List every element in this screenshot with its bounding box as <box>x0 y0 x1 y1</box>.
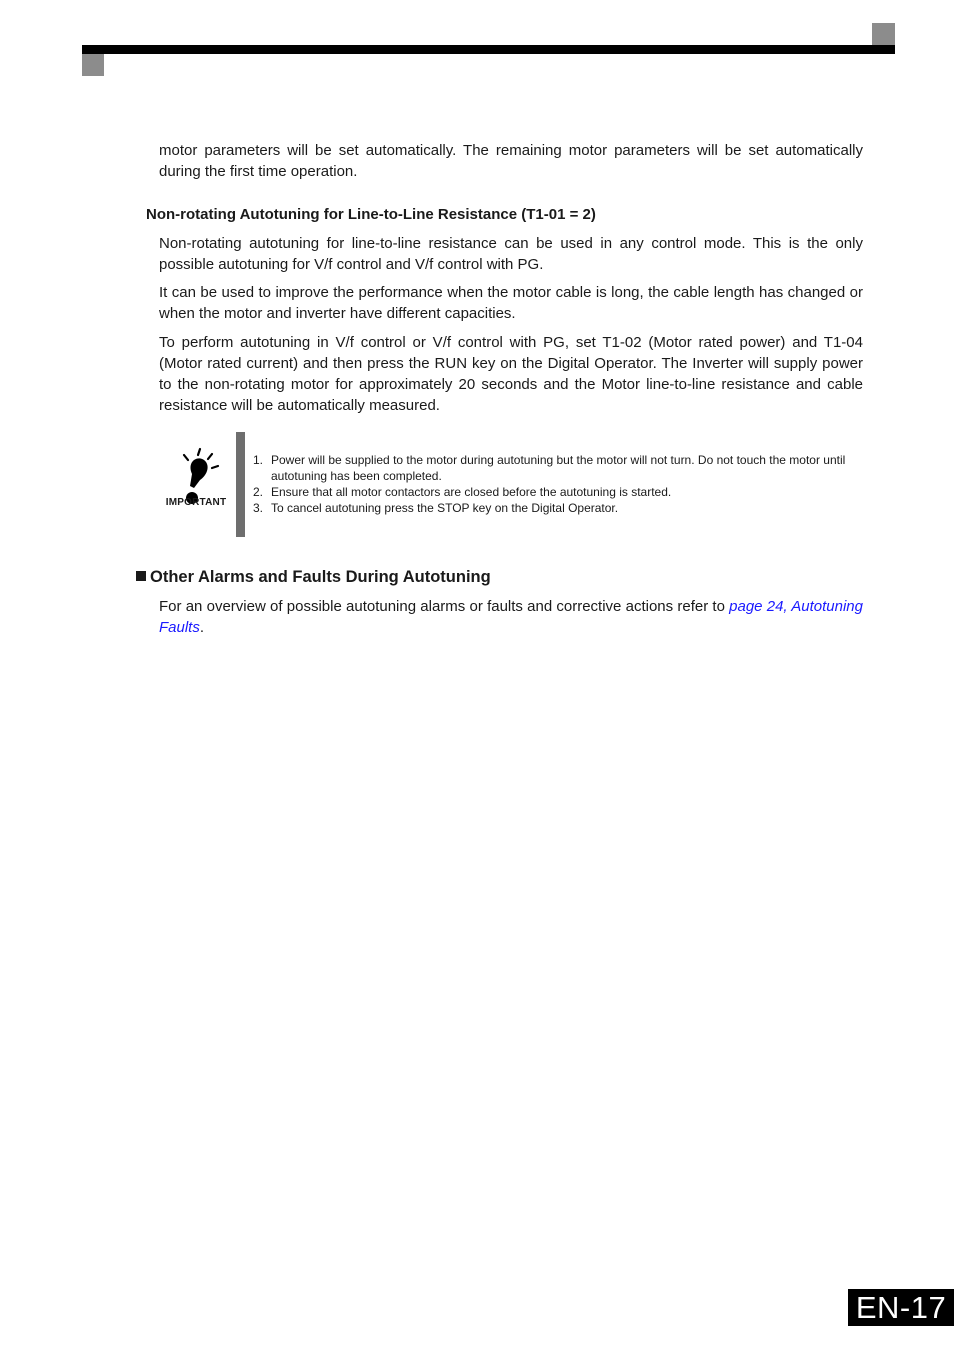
section-heading <box>136 568 491 587</box>
section-heading-text: Other Alarms and Faults During Autotuning <box>150 568 491 586</box>
important-notice <box>160 432 864 537</box>
list-item <box>253 500 863 516</box>
body-paragraph: To perform autotuning in V/f control or V/f control with PG, set T1-02 (Motor rated power) and T1-04 (Motor rated current) and then press the RUN key on the Digital Operator. The Inverter will supply power to the non-rotating motor for approximately 20 seconds and the Motor line-to-line resistance and cable resistance will be automatically measured. <box>159 334 863 414</box>
list-number: 2. <box>253 485 264 499</box>
header-corner-square <box>82 54 104 76</box>
section-paragraph <box>159 596 863 638</box>
section-text: For an overview of possible autotuning alarms or faults and corrective actions refer to <box>159 598 730 615</box>
list-item <box>253 452 863 484</box>
list-item <box>253 484 863 500</box>
list-text: Ensure that all motor contactors are closed before the autotuning is started. <box>271 485 672 499</box>
header-corner-square <box>872 23 895 45</box>
notice-sidebar <box>236 432 245 537</box>
list-number: 1. <box>253 453 264 467</box>
list-text: Power will be supplied to the motor during autotuning but the motor will not turn. Do not touch the motor until autotuning has been completed. <box>271 453 846 483</box>
cross-reference-link[interactable]: page 24, Autotuning Faults <box>159 598 863 636</box>
body-paragraph: Non-rotating autotuning for line-to-line resistance can be used in any control mode. This is the only possible autotuning for V/f control and V/f control with PG. <box>159 235 863 273</box>
header-rule <box>82 45 895 54</box>
subsection-heading: Non-rotating Autotuning for Line-to-Line Resistance (T1-01 = 2) <box>146 206 596 223</box>
list-number: 3. <box>253 501 264 515</box>
square-bullet-icon <box>136 571 146 581</box>
list-text: To cancel autotuning press the STOP key on the Digital Operator. <box>271 501 619 515</box>
important-label: IMPORTANT <box>165 497 227 508</box>
section-text-end: . <box>199 619 205 636</box>
body-paragraph: It can be used to improve the performance when the motor cable is long, the cable length has changed or when the motor and inverter have different capacities. <box>159 284 863 322</box>
intro-paragraph: motor parameters will be set automatically. The remaining motor parameters will be set automatically during the first time operation. <box>159 142 863 180</box>
important-list <box>253 452 863 516</box>
page-number: EN-17 <box>848 1289 954 1326</box>
